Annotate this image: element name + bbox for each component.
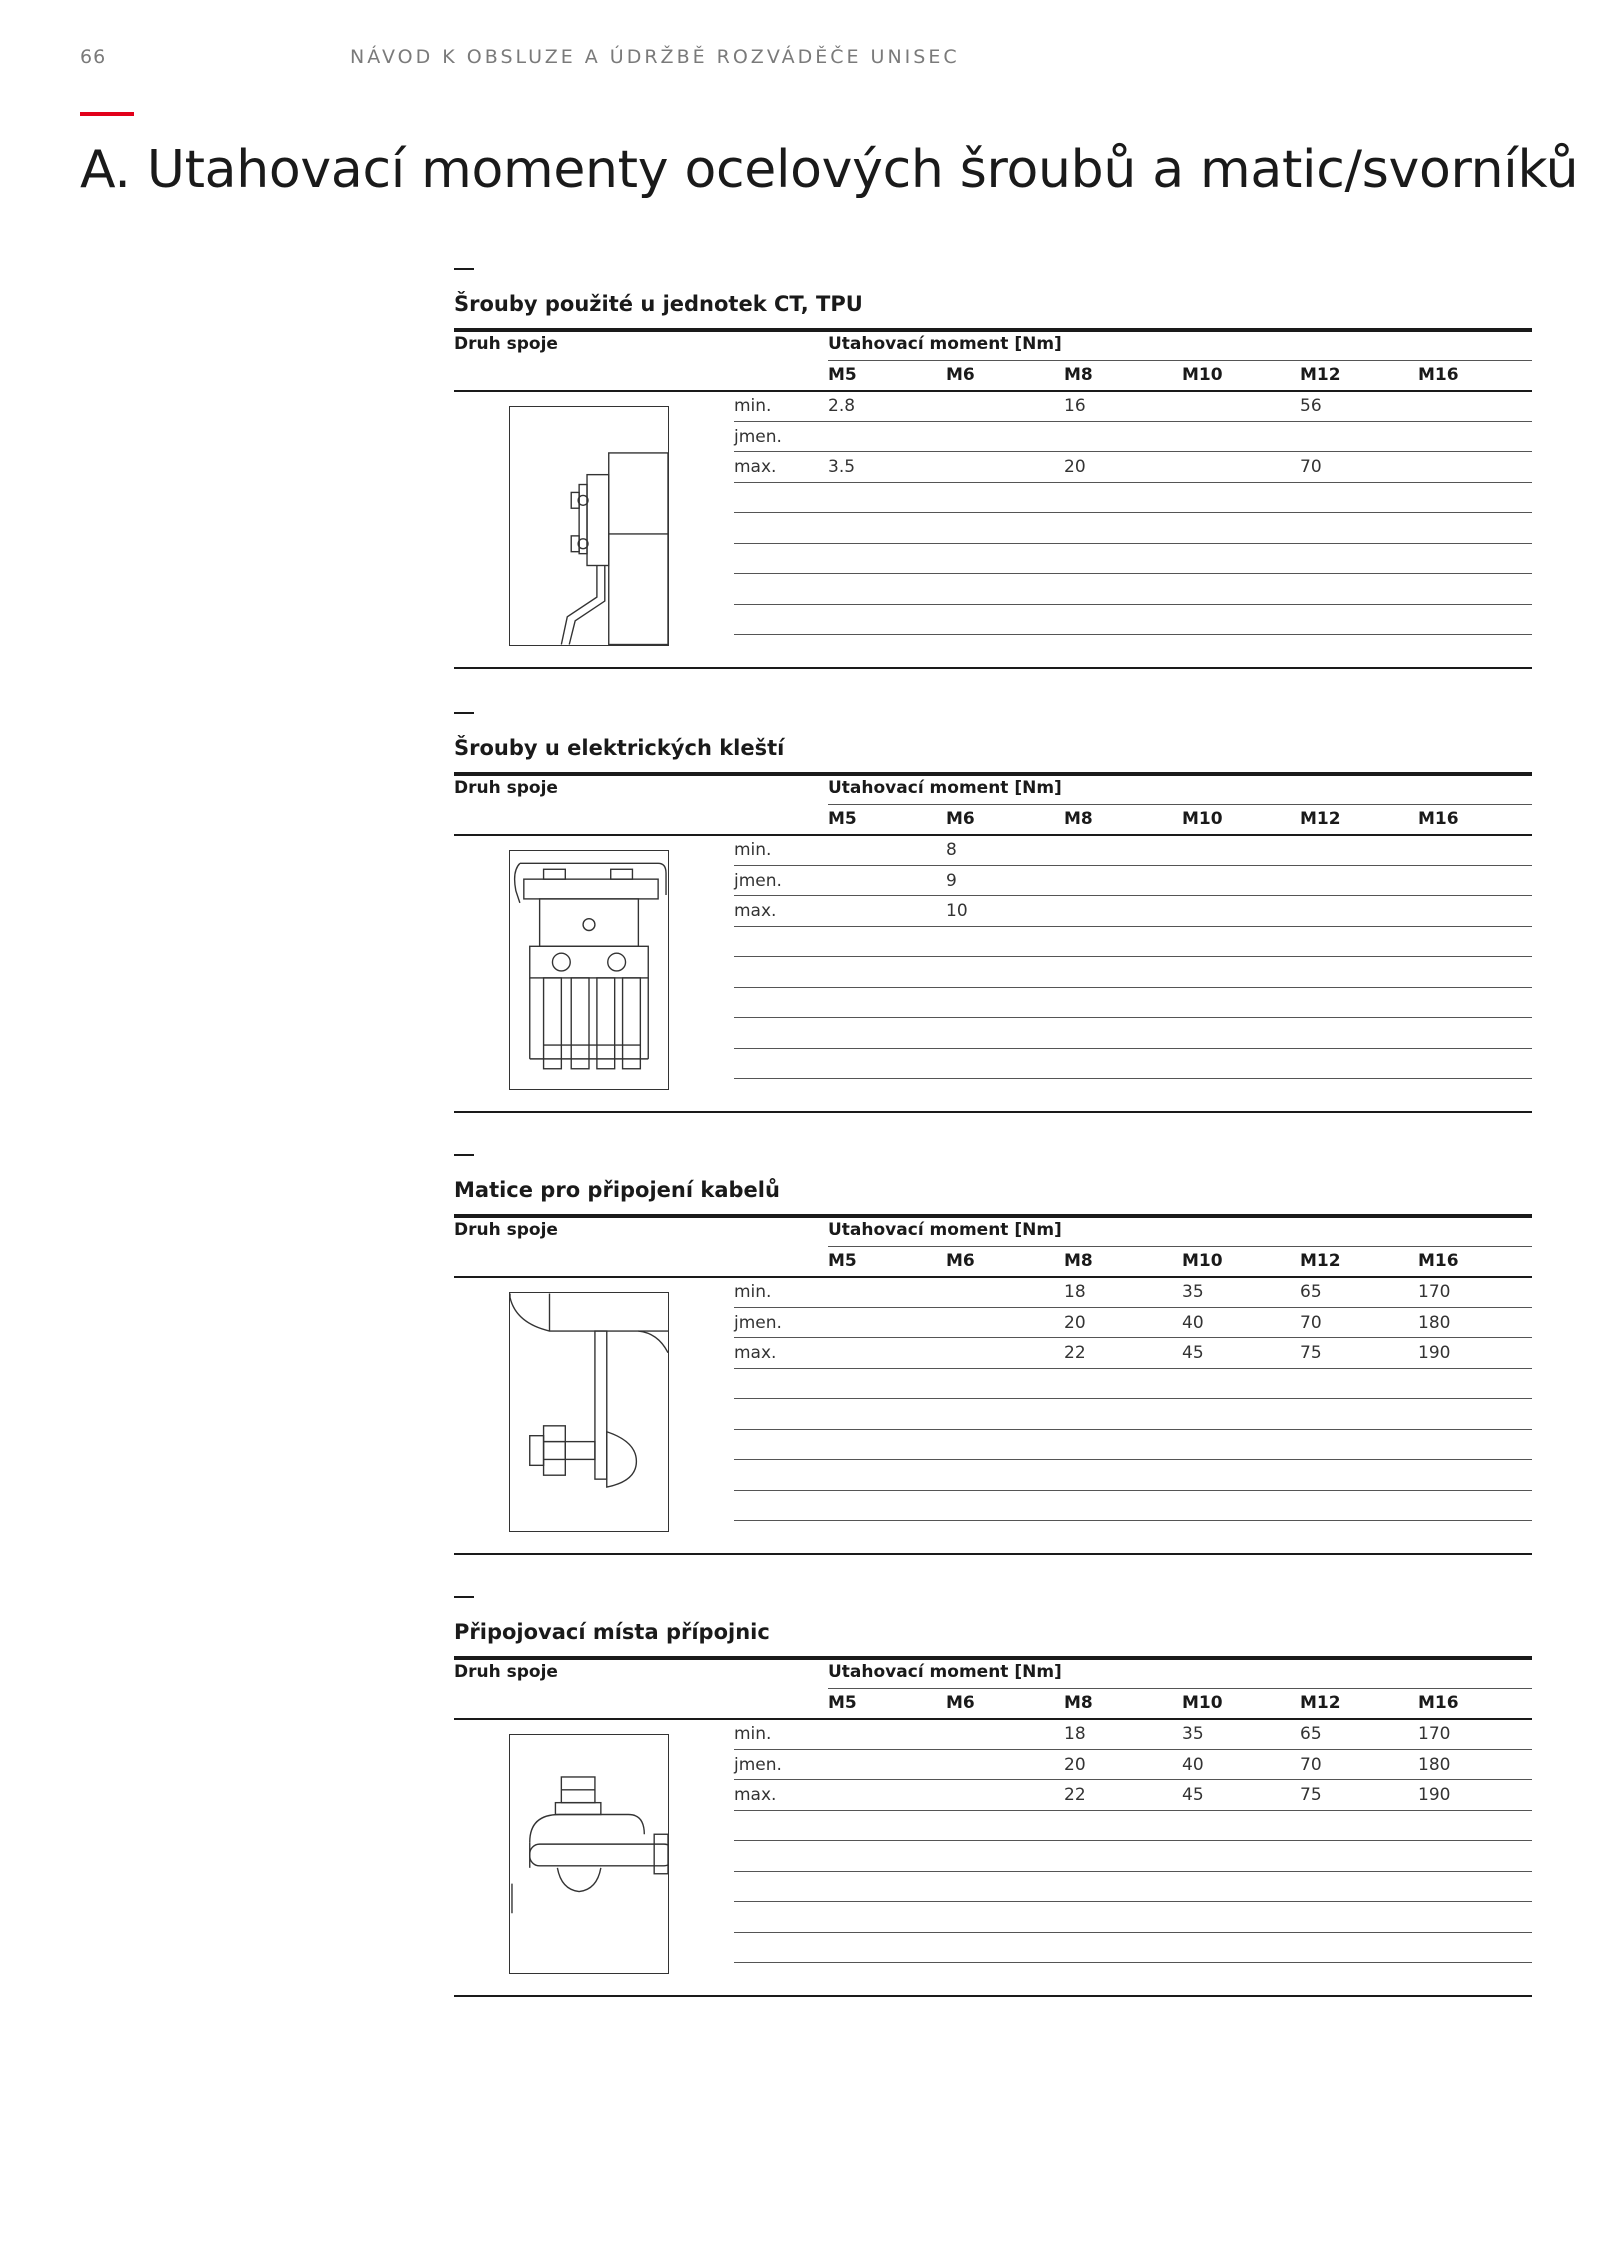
table-rule: [734, 451, 1532, 452]
table-rule: [734, 1779, 1532, 1780]
table-rule: [734, 1048, 1532, 1049]
table-rule: [734, 895, 1532, 896]
column-header: M16: [1418, 809, 1459, 829]
torque-value: 2.8: [828, 396, 856, 416]
ct-tpu-bolt-drawing: [509, 406, 669, 646]
header-joint-type: Druh spoje: [454, 778, 558, 798]
header-joint-type: Druh spoje: [454, 1220, 558, 1240]
table-rule: [454, 834, 1532, 836]
torque-table: [454, 1656, 1532, 1996]
torque-table: [454, 772, 1532, 1112]
table-rule: [734, 604, 1532, 605]
table-rule: [828, 360, 1532, 361]
table-rule: [734, 634, 1532, 635]
torque-value: 22: [1064, 1343, 1086, 1363]
column-header: M5: [828, 1251, 857, 1271]
torque-value: 3.5: [828, 457, 856, 477]
torque-value: 70: [1300, 1754, 1322, 1775]
table-rule: [734, 926, 1532, 927]
torque-value: 190: [1418, 1343, 1451, 1363]
table-rule: [454, 772, 1532, 776]
table-rule: [734, 865, 1532, 866]
table-rule: [734, 1871, 1532, 1872]
table-rule: [734, 1398, 1532, 1399]
torque-value: 45: [1182, 1785, 1204, 1805]
torque-value: 40: [1182, 1312, 1204, 1333]
table-rule: [734, 1840, 1532, 1841]
table-rule: [734, 1520, 1532, 1521]
torque-value: 9: [946, 870, 957, 891]
page-number: 66: [80, 46, 107, 68]
row-label: min.: [734, 1724, 772, 1744]
torque-value: 70: [1300, 457, 1322, 477]
torque-value: 190: [1418, 1785, 1451, 1805]
torque-value: 40: [1182, 1754, 1204, 1775]
torque-table: [454, 328, 1532, 668]
table-rule: [734, 1749, 1532, 1750]
table-rule: [734, 956, 1532, 957]
torque-value: 180: [1418, 1754, 1451, 1775]
section-title: Matice pro připojení kabelů: [454, 1178, 780, 1202]
column-header: M10: [1182, 809, 1223, 829]
table-rule: [734, 1901, 1532, 1902]
header-torque: Utahovací moment [Nm]: [828, 778, 1062, 798]
running-header: NÁVOD K OBSLUZE A ÚDRŽBĚ ROZVÁDĚČE UNISEC: [350, 46, 960, 68]
header-torque: Utahovací moment [Nm]: [828, 334, 1062, 354]
table-rule: [734, 987, 1532, 988]
table-rule: [734, 1017, 1532, 1018]
table-rule: [734, 1962, 1532, 1963]
table-rule: [454, 390, 1532, 392]
row-label: max.: [734, 1343, 777, 1363]
table-rule: [828, 804, 1532, 805]
column-header: M6: [946, 1251, 975, 1271]
table-rule: [734, 482, 1532, 483]
column-header: M8: [1064, 1693, 1093, 1713]
column-header: M12: [1300, 809, 1341, 829]
torque-value: 65: [1300, 1282, 1322, 1302]
column-header: M6: [946, 365, 975, 385]
row-label: jmen.: [734, 1312, 782, 1333]
header-joint-type: Druh spoje: [454, 334, 558, 354]
column-header: M12: [1300, 1693, 1341, 1713]
column-header: M5: [828, 1693, 857, 1713]
header-joint-type: Druh spoje: [454, 1662, 558, 1682]
table-rule: [454, 1111, 1532, 1113]
torque-table: [454, 1214, 1532, 1554]
column-header: M12: [1300, 365, 1341, 385]
table-rule: [734, 1459, 1532, 1460]
table-rule: [454, 667, 1532, 669]
torque-value: 70: [1300, 1312, 1322, 1333]
torque-value: 8: [946, 840, 957, 860]
row-label: max.: [734, 1785, 777, 1805]
section-title: Připojovací místa přípojnic: [454, 1620, 770, 1644]
column-header: M5: [828, 809, 857, 829]
torque-value: 20: [1064, 1312, 1086, 1333]
torque-value: 75: [1300, 1785, 1322, 1805]
table-rule: [734, 1307, 1532, 1308]
header-torque: Utahovací moment [Nm]: [828, 1662, 1062, 1682]
table-rule: [454, 1718, 1532, 1720]
column-header: M8: [1064, 809, 1093, 829]
page-title: A. Utahovací momenty ocelových šroubů a matic/svorníků: [80, 140, 1579, 200]
table-rule: [734, 512, 1532, 513]
column-header: M10: [1182, 365, 1223, 385]
section-dash: [454, 1596, 474, 1598]
table-rule: [734, 1078, 1532, 1079]
busbar-connection-drawing: [509, 1734, 669, 1974]
torque-value: 170: [1418, 1724, 1451, 1744]
row-label: max.: [734, 457, 777, 477]
torque-value: 22: [1064, 1785, 1086, 1805]
table-rule: [734, 1429, 1532, 1430]
torque-value: 45: [1182, 1343, 1204, 1363]
row-label: min.: [734, 396, 772, 416]
table-rule: [454, 1276, 1532, 1278]
table-rule: [734, 1368, 1532, 1369]
section-dash: [454, 1154, 474, 1156]
table-rule: [454, 1656, 1532, 1660]
row-label: jmen.: [734, 1754, 782, 1775]
row-label: min.: [734, 1282, 772, 1302]
table-rule: [734, 1337, 1532, 1338]
column-header: M6: [946, 809, 975, 829]
torque-value: 35: [1182, 1724, 1204, 1744]
table-rule: [454, 328, 1532, 332]
table-rule: [734, 1932, 1532, 1933]
column-header: M6: [946, 1693, 975, 1713]
row-label: max.: [734, 901, 777, 921]
section-dash: [454, 712, 474, 714]
table-rule: [734, 1490, 1532, 1491]
column-header: M8: [1064, 365, 1093, 385]
column-header: M5: [828, 365, 857, 385]
column-header: M10: [1182, 1693, 1223, 1713]
torque-value: 65: [1300, 1724, 1322, 1744]
table-rule: [734, 421, 1532, 422]
table-rule: [828, 1246, 1532, 1247]
torque-value: 18: [1064, 1724, 1086, 1744]
cable-nut-drawing: [509, 1292, 669, 1532]
torque-value: 10: [946, 901, 968, 921]
table-rule: [454, 1553, 1532, 1555]
torque-value: 75: [1300, 1343, 1322, 1363]
column-header: M16: [1418, 1251, 1459, 1271]
torque-value: 180: [1418, 1312, 1451, 1333]
torque-value: 20: [1064, 457, 1086, 477]
row-label: jmen.: [734, 870, 782, 891]
header-torque: Utahovací moment [Nm]: [828, 1220, 1062, 1240]
column-header: M12: [1300, 1251, 1341, 1271]
table-rule: [454, 1214, 1532, 1218]
torque-value: 20: [1064, 1754, 1086, 1775]
section-title: Šrouby u elektrických kleští: [454, 736, 785, 760]
table-rule: [828, 1688, 1532, 1689]
table-rule: [734, 573, 1532, 574]
torque-value: 56: [1300, 396, 1322, 416]
column-header: M8: [1064, 1251, 1093, 1271]
section-dash: [454, 268, 474, 270]
torque-value: 35: [1182, 1282, 1204, 1302]
column-header: M16: [1418, 365, 1459, 385]
table-rule: [454, 1995, 1532, 1997]
row-label: jmen.: [734, 426, 782, 447]
torque-value: 18: [1064, 1282, 1086, 1302]
torque-value: 16: [1064, 396, 1086, 416]
table-rule: [734, 1810, 1532, 1811]
column-header: M16: [1418, 1693, 1459, 1713]
table-rule: [734, 543, 1532, 544]
torque-value: 170: [1418, 1282, 1451, 1302]
row-label: min.: [734, 840, 772, 860]
electric-clamp-drawing: [509, 850, 669, 1090]
accent-rule: [80, 112, 134, 116]
section-title: Šrouby použité u jednotek CT, TPU: [454, 292, 863, 316]
column-header: M10: [1182, 1251, 1223, 1271]
